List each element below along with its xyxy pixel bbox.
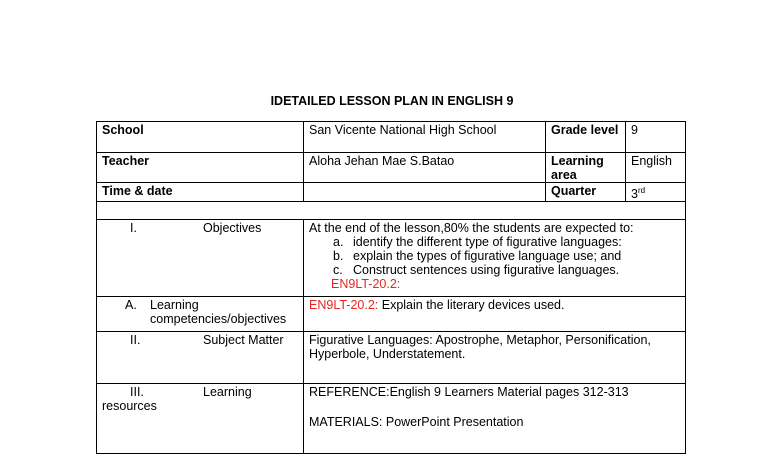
competencies-text: Explain the literary devices used. [378, 298, 565, 312]
resources-content [304, 384, 686, 454]
subject-label-cell [97, 332, 304, 384]
objectives-label-cell [97, 220, 304, 297]
school-label: School [97, 122, 304, 153]
spacer-cell [97, 202, 686, 220]
resources-label: Learning resources [102, 385, 252, 413]
subject-numeral: II. [130, 333, 141, 347]
resources-reference: REFERENCE:English 9 Learners Material pages 312-313 [309, 385, 629, 399]
quarter-label: Quarter [546, 183, 626, 202]
objectives-numeral: I. [130, 221, 137, 235]
row-time [97, 183, 686, 202]
row-subject [97, 332, 686, 384]
resources-gap [309, 399, 680, 415]
area-value: English [626, 153, 686, 183]
objective-text: explain the types of figurative language use; and [353, 249, 622, 263]
competencies-content [304, 297, 686, 332]
grade-label: Grade level [546, 122, 626, 153]
teacher-value: Aloha Jehan Mae S.Batao [304, 153, 546, 183]
row-resources [97, 384, 686, 454]
lesson-plan-table [96, 121, 686, 454]
quarter-suffix: rd [637, 186, 646, 195]
objective-text: identify the different type of figurative languages: [353, 235, 622, 249]
objective-item [309, 249, 680, 263]
objectives-content [304, 220, 686, 297]
quarter-value: 3 [631, 187, 638, 201]
competencies-letter: A. [125, 298, 137, 312]
competencies-label-cell [97, 297, 304, 332]
row-spacer [97, 202, 686, 220]
row-competencies [97, 297, 686, 332]
objective-item [309, 235, 680, 249]
school-value: San Vicente National High School [304, 122, 546, 153]
objective-text: Construct sentences using figurative languages. [353, 263, 620, 277]
objectives-intro: At the end of the lesson,80% the students are expected to: [309, 221, 634, 235]
area-label: Learning area [546, 153, 626, 183]
competencies-code: EN9LT-20.2: [309, 298, 379, 312]
objective-item [309, 263, 680, 277]
objectives-code: EN9LT-20.2: [331, 277, 401, 291]
objectives-label: Objectives [203, 221, 262, 235]
row-teacher [97, 153, 686, 183]
teacher-label: Teacher [97, 153, 304, 183]
objective-letter: a. [333, 235, 344, 249]
document-title: IDETAILED LESSON PLAN IN ENGLISH 9 [270, 94, 514, 108]
time-label: Time & date [97, 183, 304, 202]
resources-numeral: III. [130, 385, 144, 399]
objective-letter: b. [333, 249, 344, 263]
resources-materials: MATERIALS: PowerPoint Presentation [309, 415, 524, 429]
time-value [304, 183, 546, 202]
grade-value: 9 [626, 122, 686, 153]
competencies-label: Learning competencies/objectives [150, 298, 287, 326]
row-school [97, 122, 686, 153]
objectives-list [309, 235, 680, 277]
subject-label: Subject Matter [203, 333, 284, 347]
subject-content: Figurative Languages: Apostrophe, Metaphor, Personification, Hyperbole, Understatement. [304, 332, 686, 384]
objective-letter: c. [333, 263, 343, 277]
row-objectives [97, 220, 686, 297]
quarter-cell [626, 183, 686, 202]
resources-label-cell [97, 384, 304, 454]
